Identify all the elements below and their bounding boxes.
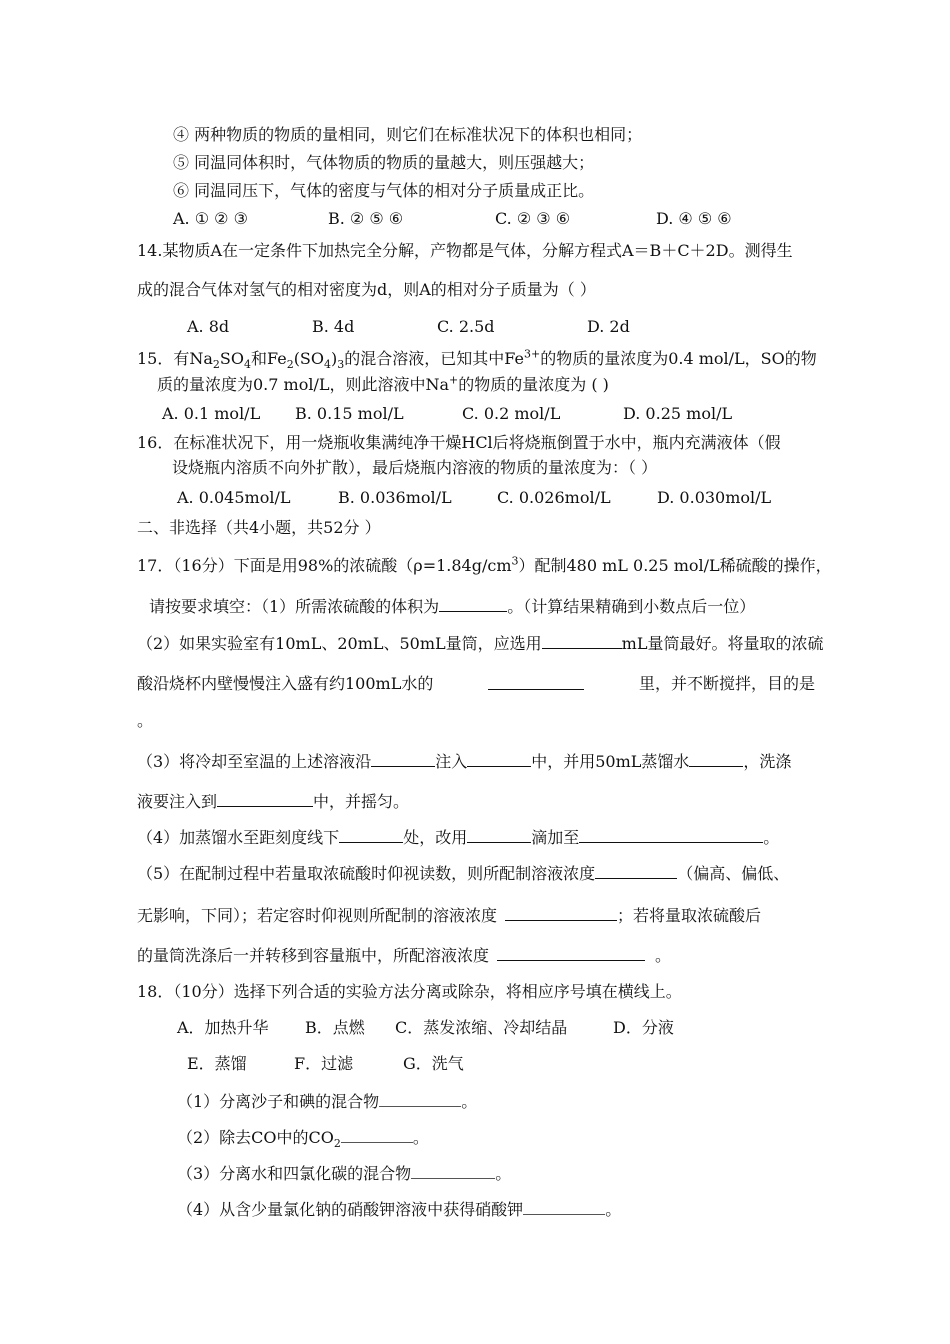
q15-stem-line1 bbox=[137, 348, 817, 370]
q15-text: 的物质的量浓度为 ( ) bbox=[458, 375, 609, 394]
q15-text: 的物质的量浓度为0.4 mol/L，SO的物 bbox=[540, 349, 817, 368]
q13-statement-5: ⑤ 同温同体积时，气体物质的物质的量越大，则压强越大； bbox=[173, 153, 595, 172]
q18-option-d: D．分液 bbox=[613, 1018, 674, 1037]
q17-text: （5）在配制过程中若量取浓硫酸时仰视读数，则所配制溶液浓度 bbox=[137, 864, 596, 883]
q16-option-a: A. 0.045mol/L bbox=[177, 488, 291, 507]
q16-option-d: D. 0.030mol/L bbox=[657, 488, 772, 507]
q17-line11 bbox=[137, 944, 671, 967]
q18-answer-blank-2[interactable] bbox=[341, 1126, 413, 1143]
q17-text: 注入 bbox=[435, 752, 468, 771]
q17-line5: 。 bbox=[137, 711, 154, 730]
q18-sub4 bbox=[177, 1198, 621, 1221]
q15-option-a: A. 0.1 mol/L bbox=[162, 404, 261, 423]
q17-answer-blank-11[interactable] bbox=[595, 862, 677, 879]
q17-line10 bbox=[137, 904, 761, 927]
q13-option-d: D. ④ ⑤ ⑥ bbox=[656, 209, 732, 228]
q17-answer-blank-1[interactable] bbox=[439, 595, 507, 612]
section-heading: 二、非选择（共4小题，共52分 ） bbox=[137, 518, 381, 537]
q15-option-c: C. 0.2 mol/L bbox=[462, 404, 561, 423]
q15-text: 15．有Na bbox=[137, 349, 213, 368]
q17-answer-blank-9[interactable] bbox=[467, 826, 531, 843]
q17-answer-blank-13[interactable] bbox=[497, 944, 645, 961]
q17-text: 。 bbox=[655, 946, 672, 965]
q13-option-a: A. ① ② ③ bbox=[173, 209, 248, 228]
q17-text: 中，并用50mL蒸馏水 bbox=[531, 752, 690, 771]
q17-text: ）配制480 mL 0.25 mol/L稀硫酸的操作， bbox=[518, 556, 832, 575]
q18-text: 。 bbox=[412, 1128, 429, 1147]
q17-text: （2）如果实验室有10mL、20mL、50mL量筒，应选用 bbox=[137, 634, 542, 653]
q14-option-a: A. 8d bbox=[187, 317, 230, 336]
q18-text: 。 bbox=[461, 1092, 478, 1111]
q15-subscript: 2 bbox=[212, 358, 220, 372]
q17-text: ，洗涤 bbox=[743, 752, 792, 771]
q17-answer-blank-7[interactable] bbox=[217, 790, 313, 807]
q13-statement-6: ⑥ 同温同压下，气体的密度与气体的相对分子质量成正比。 bbox=[173, 181, 595, 200]
q18-text: 。 bbox=[605, 1200, 622, 1219]
q15-stem-line2 bbox=[157, 374, 609, 396]
q18-option-b: B．点燃 bbox=[305, 1018, 365, 1037]
q17-line2 bbox=[149, 595, 755, 618]
q17-line7 bbox=[137, 790, 409, 813]
q17-line9 bbox=[137, 862, 789, 885]
q18-text: （4）从含少量氯化钠的硝酸钾溶液中获得硝酸钾 bbox=[177, 1200, 524, 1219]
q15-text: 质的量浓度为0.7 mol/L，则此溶液中Na bbox=[157, 375, 450, 394]
q15-option-d: D. 0.25 mol/L bbox=[623, 404, 733, 423]
q13-statement-4: ④ 两种物质的物质的量相同，则它们在标准状况下的体积也相同； bbox=[173, 125, 643, 144]
q17-text: 17．（16分）下面是用98%的浓硫酸（ρ=1.84g/cm bbox=[137, 556, 512, 575]
q17-text: 中，并摇匀。 bbox=[313, 792, 410, 811]
q17-answer-blank-3[interactable] bbox=[488, 673, 584, 690]
q15-text: SO bbox=[219, 349, 244, 368]
q17-text: mL量筒最好。将量取的浓硫 bbox=[621, 634, 824, 653]
q15-subscript: 4 bbox=[243, 358, 251, 372]
q17-answer-blank-2[interactable] bbox=[542, 632, 622, 649]
q17-answer-blank-12[interactable] bbox=[505, 904, 617, 921]
q18-option-e: E．蒸馏 bbox=[187, 1054, 247, 1073]
q17-answer-blank-4[interactable] bbox=[371, 750, 435, 767]
q17-answer-blank-6[interactable] bbox=[689, 750, 743, 767]
q17-superscript: 3 bbox=[511, 554, 519, 568]
q18-subscript: 2 bbox=[333, 1137, 341, 1151]
q14-option-d: D. 2d bbox=[587, 317, 630, 336]
q17-text: 里，并不断搅拌，目的是 bbox=[638, 674, 815, 693]
q15-subscript: 3 bbox=[337, 358, 345, 372]
q18-option-f: F．过滤 bbox=[294, 1054, 354, 1073]
q17-text: 。（计算结果精确到小数点后一位） bbox=[507, 597, 756, 616]
q15-superscript: 3+ bbox=[523, 347, 541, 361]
q18-text: （3）分离水和四氯化碳的混合物 bbox=[177, 1164, 412, 1183]
q15-text: 和Fe bbox=[250, 349, 287, 368]
q18-option-c: C．蒸发浓缩、冷却结晶 bbox=[395, 1018, 568, 1037]
q15-text: 的混合溶液，已知其中Fe bbox=[344, 349, 524, 368]
q17-text: （偏高、偏低、 bbox=[677, 864, 790, 883]
q17-text: 处，改用 bbox=[403, 828, 468, 847]
q15-superscript: + bbox=[449, 373, 459, 387]
q17-text: 无影响，下同）；若定容时仰视则所配制的溶液浓度 bbox=[137, 906, 498, 925]
q17-answer-blank-5[interactable] bbox=[467, 750, 531, 767]
q15-subscript: 4 bbox=[324, 358, 332, 372]
q17-answer-blank-10[interactable] bbox=[579, 826, 763, 843]
q18-text: 。 bbox=[495, 1164, 512, 1183]
q17-text: 酸沿烧杯内壁慢慢注入盛有约100mL水的 bbox=[137, 674, 434, 693]
q18-answer-blank-4[interactable] bbox=[523, 1198, 605, 1215]
q16-stem-line1: 16．在标准状况下，用一烧瓶收集满纯净干燥HCl后将烧瓶倒置于水中，瓶内充满液体（假 bbox=[137, 433, 781, 452]
q17-text: 请按要求填空：（1）所需浓硫酸的体积为 bbox=[149, 597, 440, 616]
q17-text: 。 bbox=[763, 828, 780, 847]
q17-line1 bbox=[137, 555, 832, 577]
q17-answer-blank-8[interactable] bbox=[339, 826, 403, 843]
q18-option-g: G．洗气 bbox=[403, 1054, 464, 1073]
q17-line3 bbox=[137, 632, 823, 655]
q17-line6 bbox=[137, 750, 791, 773]
q17-line8 bbox=[137, 826, 779, 849]
q15-text: (SO bbox=[293, 349, 325, 368]
q13-option-c: C. ② ③ ⑥ bbox=[495, 209, 571, 228]
q15-option-b: B. 0.15 mol/L bbox=[295, 404, 404, 423]
q18-answer-blank-3[interactable] bbox=[411, 1162, 495, 1179]
q17-text: （4）加蒸馏水至距刻度线下 bbox=[137, 828, 340, 847]
q18-stem: 18．（10分）选择下列合适的实验方法分离或除杂，将相应序号填在横线上。 bbox=[137, 982, 682, 1001]
q17-line4 bbox=[137, 673, 815, 695]
q18-option-a: A．加热升华 bbox=[177, 1018, 269, 1037]
q15-subscript: 2 bbox=[286, 358, 294, 372]
q17-text: 的量筒洗涤后一并转移到容量瓶中，所配溶液浓度 bbox=[137, 946, 490, 965]
q18-text: （1）分离沙子和碘的混合物 bbox=[177, 1092, 380, 1111]
q13-option-b: B. ② ⑤ ⑥ bbox=[328, 209, 404, 228]
q17-text: 滴加至 bbox=[531, 828, 580, 847]
q16-stem-line2: 设烧瓶内溶质不向外扩散），最后烧瓶内溶液的物质的量浓度为：（ ） bbox=[172, 458, 658, 477]
q18-text: （2）除去CO中的CO bbox=[177, 1128, 334, 1147]
q18-answer-blank-1[interactable] bbox=[379, 1090, 461, 1107]
q17-text: （3）将冷却至室温的上述溶液沿 bbox=[137, 752, 372, 771]
q18-sub3 bbox=[177, 1162, 511, 1185]
q18-sub2 bbox=[177, 1126, 429, 1149]
q16-option-c: C. 0.026mol/L bbox=[497, 488, 611, 507]
q18-sub1 bbox=[177, 1090, 477, 1113]
q17-text: ；若将量取浓硫酸后 bbox=[617, 906, 762, 925]
q17-text: 液要注入到 bbox=[137, 792, 218, 811]
q16-option-b: B. 0.036mol/L bbox=[338, 488, 452, 507]
q14-option-c: C. 2.5d bbox=[437, 317, 495, 336]
q15-text: ) bbox=[331, 349, 338, 368]
q14-stem-line1: 14.某物质A在一定条件下加热完全分解，产物都是气体，分解方程式A＝B＋C＋2D。测得生 bbox=[137, 241, 793, 260]
q14-stem-line2: 成的混合气体对氢气的相对密度为d，则A的相对分子质量为（ ） bbox=[137, 280, 596, 299]
q14-option-b: B. 4d bbox=[312, 317, 355, 336]
